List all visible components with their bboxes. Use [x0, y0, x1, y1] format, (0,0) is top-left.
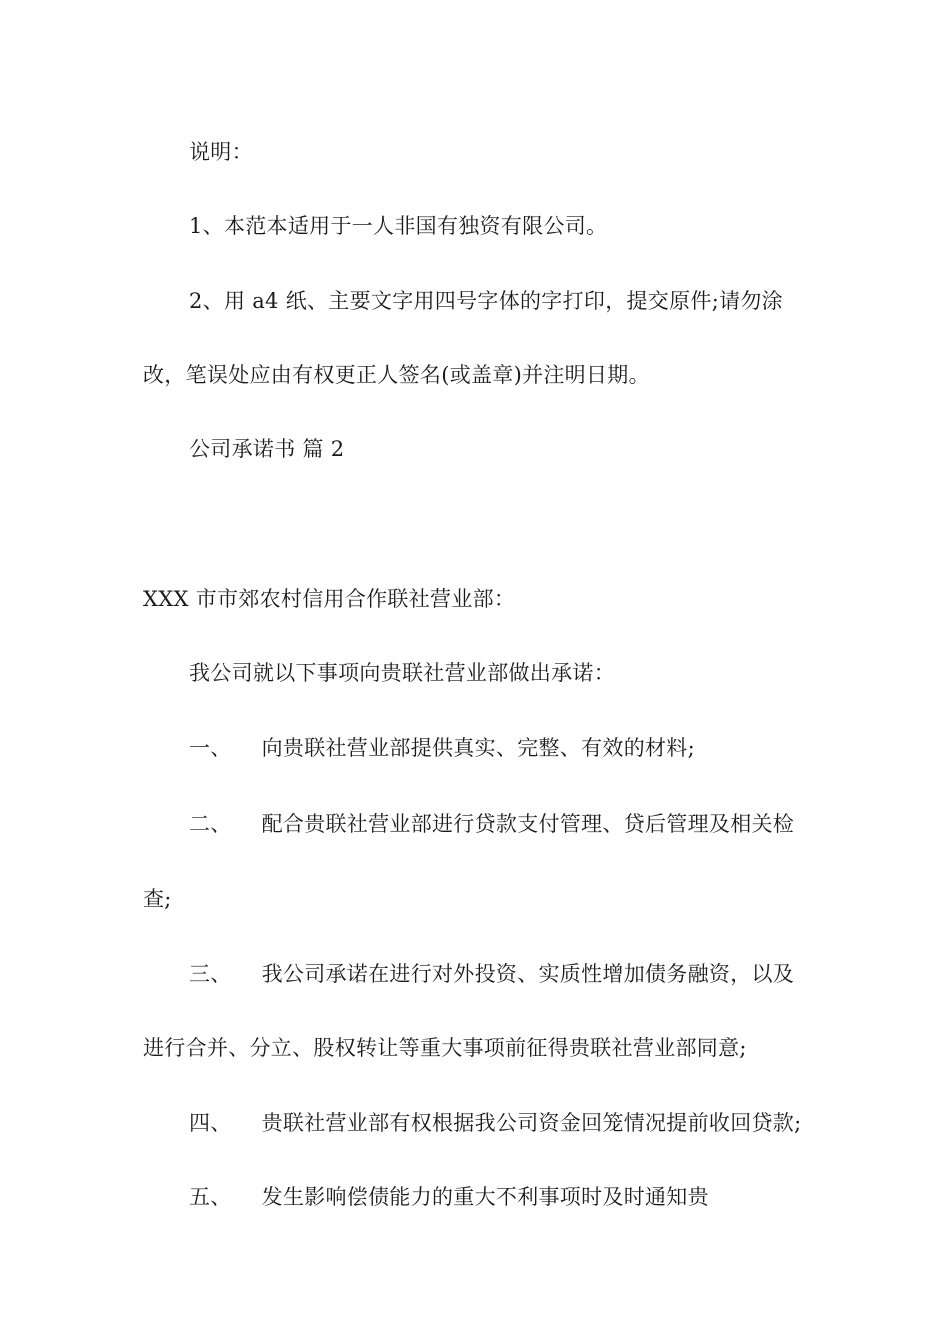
section-title: 公司承诺书 篇 2: [189, 437, 345, 461]
item-text: 我公司承诺在进行对外投资、实质性增加债务融资，以及: [261, 962, 795, 986]
note-item-2-continued: 改，笔误处应由有权更正人签名(或盖章)并注明日期。: [143, 363, 650, 387]
letter-addressee: XXX 市市郊农村信用合作联社营业部：: [143, 587, 516, 611]
item-text: 发生影响偿债能力的重大不利事项时及时通知贵: [261, 1185, 709, 1209]
note-item-2: 2、用 a4 纸、主要文字用四号字体的字打印，提交原件;请勿涂: [189, 289, 783, 313]
note-item-1: 1、本范本适用于一人非国有独资有限公司。: [189, 214, 608, 238]
item-number: 四、: [189, 1111, 232, 1135]
item-number: 五、: [189, 1185, 232, 1209]
commitment-item-4: [189, 1108, 801, 1138]
item-text: 向贵联社营业部提供真实、完整、有效的材料;: [261, 736, 695, 760]
item-text: 贵联社营业部有权根据我公司资金回笼情况提前收回贷款;: [261, 1111, 802, 1135]
commitment-item-1: [189, 733, 695, 763]
commitment-item-3-continued: 进行合并、分立、股权转让等重大事项前征得贵联社营业部同意;: [143, 1036, 747, 1060]
commitment-item-5: [189, 1182, 709, 1212]
item-number: 二、: [189, 812, 232, 836]
commitment-item-2: [189, 809, 794, 839]
letter-intro: 我公司就以下事项向贵联社营业部做出承诺：: [189, 661, 615, 685]
commitment-item-2-continued: 查;: [143, 887, 172, 911]
item-text: 配合贵联社营业部进行贷款支付管理、贷后管理及相关检: [261, 812, 795, 836]
commitment-item-3: [189, 959, 794, 989]
item-number: 三、: [189, 962, 232, 986]
item-number: 一、: [189, 736, 232, 760]
notes-heading: 说明：: [189, 140, 253, 164]
